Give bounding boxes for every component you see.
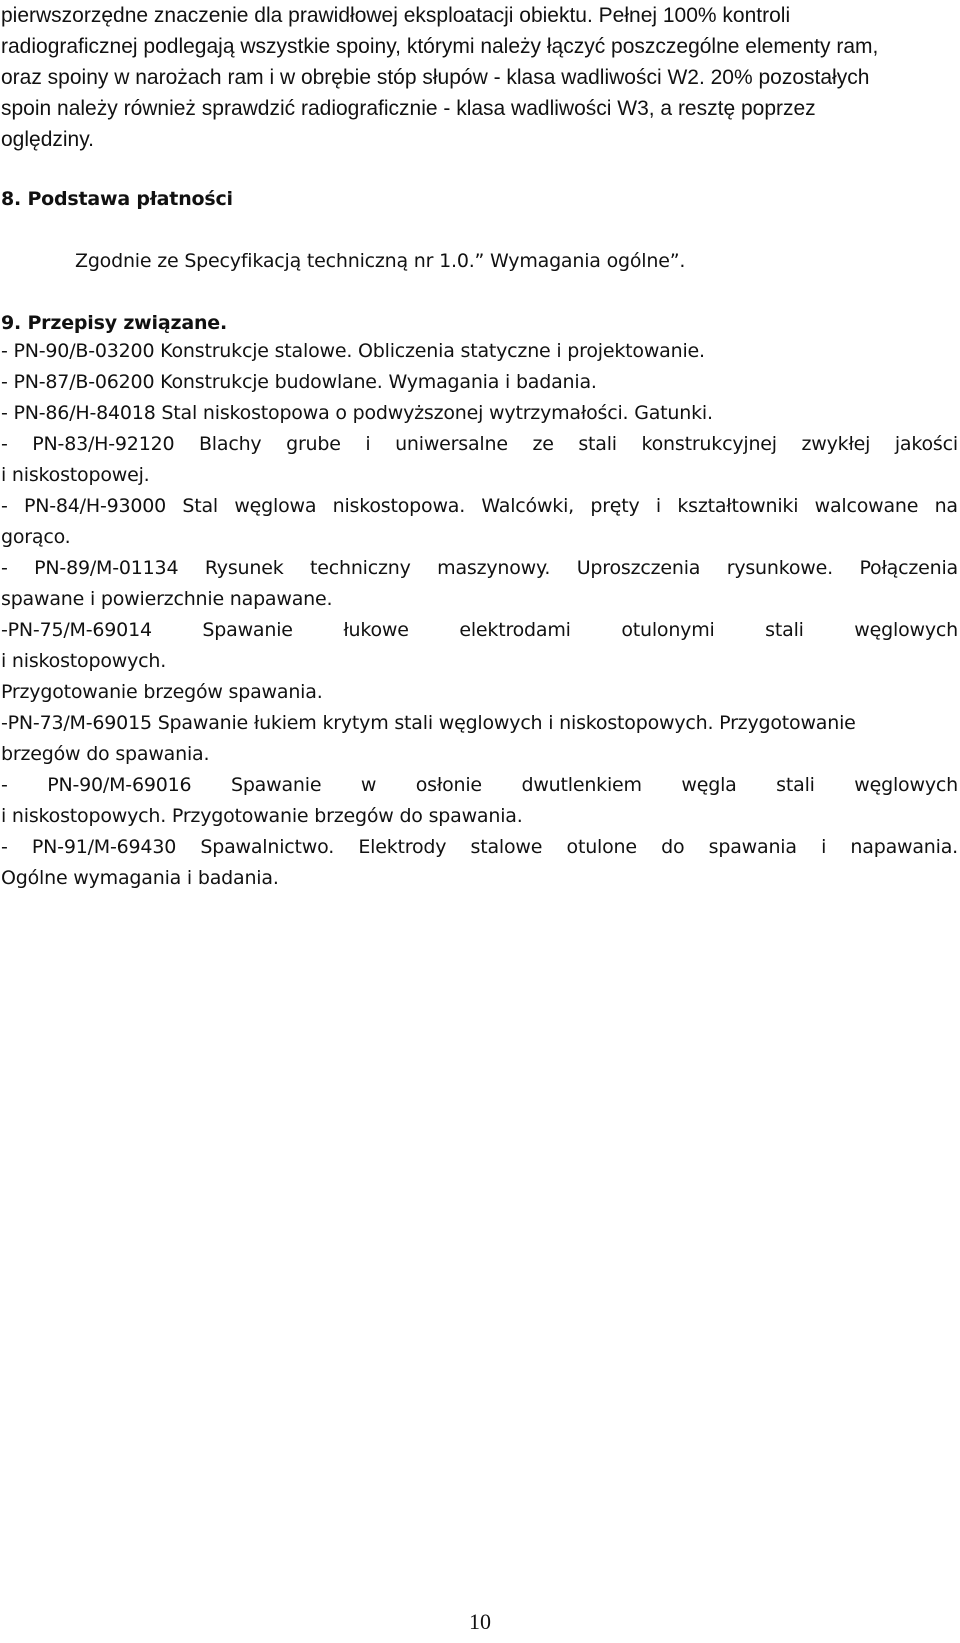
word: uniwersalne xyxy=(395,433,508,455)
norm-line: brzegów do spawania. xyxy=(1,743,210,765)
word: Stal xyxy=(182,495,219,517)
word: stali xyxy=(776,774,815,796)
word: stali xyxy=(765,619,804,641)
word: na xyxy=(934,495,958,517)
word: grube xyxy=(286,433,341,455)
word: otulonymi xyxy=(621,619,715,641)
word: osłonie xyxy=(415,774,482,796)
word: - xyxy=(1,774,8,796)
norm-line: i niskostopowej. xyxy=(1,464,150,486)
norm-line: Przygotowanie brzegów spawania. xyxy=(1,681,323,703)
section-8-heading: 8. Podstawa płatności xyxy=(1,188,233,210)
word: węglowa xyxy=(234,495,317,517)
word: pręty xyxy=(590,495,640,517)
norm-line: i niskostopowych. xyxy=(1,650,167,672)
word: Walcówki, xyxy=(481,495,575,517)
norm-line: spawane i powierzchnie napawane. xyxy=(1,588,333,610)
word: stalowe xyxy=(470,836,543,858)
word: PN-84/H-93000 xyxy=(23,495,167,517)
norm-line: Ogólne wymagania i badania. xyxy=(1,867,279,889)
page-number: 10 xyxy=(469,1609,491,1634)
word: węglowych xyxy=(854,619,958,641)
word: węglowych xyxy=(854,774,958,796)
word: Spawalnictwo. xyxy=(200,836,335,858)
section-9-heading: 9. Przepisy związane. xyxy=(1,312,227,334)
word: PN-90/M-69016 xyxy=(47,774,192,796)
word: ze xyxy=(532,433,554,455)
word: Uproszczenia xyxy=(576,557,701,579)
norm-line: -PN-73/M-69015 Spawanie łukiem krytym stali węglowych i niskostopowych. Przygotowanie xyxy=(1,712,856,734)
intro-line: oraz spoiny w narożach ram i w obrębie stóp słupów - klasa wadliwości W2. 20% pozostałych xyxy=(1,66,870,89)
word: PN-83/H-92120 xyxy=(32,433,175,455)
word: -PN-75/M-69014 xyxy=(1,619,152,641)
word: zwykłej xyxy=(801,433,871,455)
intro-line: oględziny. xyxy=(1,128,95,151)
word: i xyxy=(655,495,661,517)
word: łukowe xyxy=(343,619,409,641)
word: PN-91/M-69430 xyxy=(31,836,177,858)
word: walcowane xyxy=(814,495,919,517)
norm-line-justified xyxy=(1,616,958,644)
word: PN-89/M-01134 xyxy=(34,557,179,579)
word: Elektrody xyxy=(358,836,447,858)
word: węgla xyxy=(681,774,737,796)
word: otulone xyxy=(566,836,637,858)
word: techniczny xyxy=(310,557,411,579)
word: i xyxy=(821,836,827,858)
word: w xyxy=(360,774,377,796)
word: Blachy xyxy=(198,433,262,455)
norm-line-justified xyxy=(1,833,958,861)
norm-line-justified xyxy=(1,492,958,520)
word: rysunkowe. xyxy=(726,557,833,579)
word: - xyxy=(1,836,8,858)
norm-line: - PN-86/H-84018 Stal niskostopowa o podwyższonej wytrzymałości. Gatunki. xyxy=(1,402,713,424)
word: napawania. xyxy=(850,836,958,858)
word: elektrodami xyxy=(459,619,571,641)
intro-line: radiograficznej podlegają wszystkie spoiny, którymi należy łączyć poszczególne elementy ram, xyxy=(1,35,879,58)
word: dwutlenkiem xyxy=(521,774,642,796)
word: Spawanie xyxy=(230,774,322,796)
norm-line: gorąco. xyxy=(1,526,71,548)
norm-line: i niskostopowych. Przygotowanie brzegów do spawania. xyxy=(1,805,523,827)
word: Spawanie xyxy=(202,619,293,641)
norm-line-justified xyxy=(1,771,958,799)
word: jakości xyxy=(894,433,958,455)
word: kształtowniki xyxy=(677,495,799,517)
section-8-body: Zgodnie ze Specyfikacją techniczną nr 1.0.” Wymagania ogólne”. xyxy=(75,250,686,272)
word: stali xyxy=(578,433,617,455)
word: - xyxy=(1,433,8,455)
word: spawania xyxy=(708,836,797,858)
word: konstrukcyjnej xyxy=(641,433,777,455)
word: niskostopowa. xyxy=(332,495,466,517)
norm-line-justified xyxy=(1,554,958,582)
word: i xyxy=(365,433,371,455)
norm-line-justified xyxy=(1,430,958,458)
word: Połączenia xyxy=(859,557,958,579)
word: do xyxy=(661,836,685,858)
norm-line: - PN-90/B-03200 Konstrukcje stalowe. Obliczenia statyczne i projektowanie. xyxy=(1,340,705,362)
norm-line: - PN-87/B-06200 Konstrukcje budowlane. Wymagania i badania. xyxy=(1,371,597,393)
word: - xyxy=(1,495,8,517)
word: Rysunek xyxy=(204,557,284,579)
word: - xyxy=(1,557,8,579)
word: maszynowy. xyxy=(437,557,551,579)
intro-line: spoin należy również sprawdzić radiograficznie - klasa wadliwości W3, a resztę poprzez xyxy=(1,97,816,120)
intro-line: pierwszorzędne znaczenie dla prawidłowej eksploatacji obiektu. Pełnej 100% kontroli xyxy=(1,4,791,27)
